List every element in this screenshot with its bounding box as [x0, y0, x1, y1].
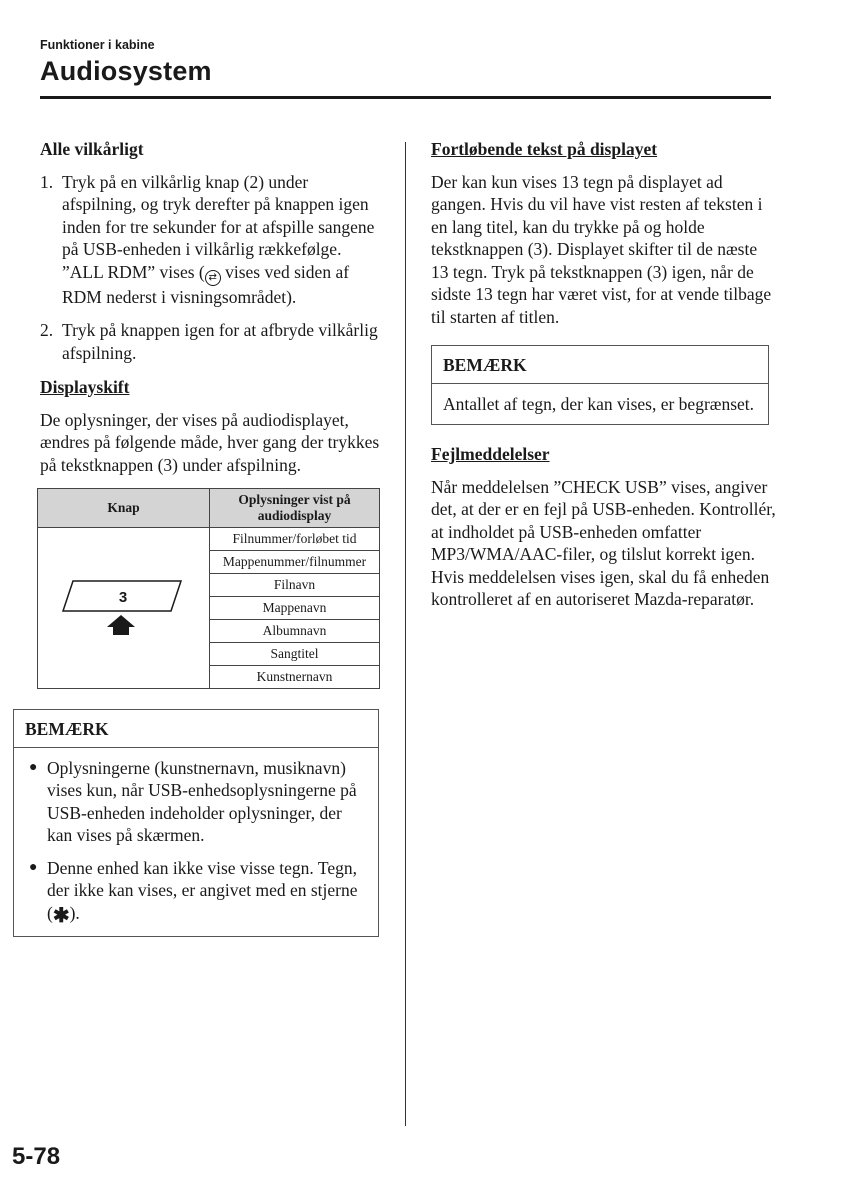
scroll-heading: Fortløbende tekst på displayet [431, 139, 658, 159]
display-heading: Displayskift [40, 377, 130, 397]
page-title: Audiosystem [40, 56, 212, 86]
table-cell: Kunstnernavn [210, 666, 380, 689]
list-item [25, 757, 367, 847]
bullet-icon: ● [29, 859, 38, 875]
table-cell: Filnummer/forløbet tid [210, 528, 380, 551]
step-number: 1. [40, 171, 54, 192]
note-title: BEMÆRK [432, 346, 768, 384]
error-heading: Fejlmeddelelser [431, 444, 550, 464]
section-label: Funktioner i kabine [40, 38, 155, 52]
table-row [38, 528, 380, 551]
column-header-info: Oplysninger vist på audiodisplay [210, 489, 380, 528]
button-number: 3 [118, 589, 127, 606]
display-paragraph: De oplysninger, der vises på audiodisplayet, ændres på følgende måde, hver gang der trykkes på tekstknappen (3) under afspilning. [40, 409, 380, 475]
scroll-paragraph: Der kan kun vises 13 tegn på displayet ad gangen. Hvis du vil have vist resten af teksten i en lang titel, kan du trykke på og holde tekstknappen (3). Displayet skifter til de næste 13 tegn. Tryk på tekstknappen (3) igen, når de sidste 13 tegn har været vist, for at vende tilbage til starten af titlen. [431, 171, 772, 327]
step-text: Tryk på knappen igen for at afbryde vilkårlig afspilning. [62, 320, 378, 363]
note-box-display [13, 709, 379, 937]
page-number: 5-78 [12, 1143, 61, 1170]
text-button-icon [59, 573, 189, 639]
bullet-text-cont: ). [69, 902, 80, 923]
bullet-text: Oplysningerne (kunstnernavn, musiknavn) vises kun, når USB-enhedsoplysningerne på USB-enheden indeholder oplysninger, der kan vises på skærmen. [47, 757, 357, 845]
list-item [40, 171, 380, 309]
note-title: BEMÆRK [14, 710, 378, 748]
list-item [25, 857, 367, 928]
display-info-table [37, 488, 380, 689]
left-column [25, 138, 380, 937]
list-item [40, 319, 380, 364]
table-cell: Filnavn [210, 574, 380, 597]
button-cell [38, 528, 210, 689]
step-text: Tryk på en vilkårlig knap (2) under afspilning, og tryk derefter på knappen igen inden for tre sekunder for at afspille sangene på USB-enheden i vilkårlig rækkefølge. ”ALL RDM” vises ( [62, 171, 375, 282]
table-cell: Mappenummer/filnummer [210, 551, 380, 574]
right-column [431, 138, 776, 623]
table-cell: Mappenavn [210, 597, 380, 620]
table-cell: Albumnavn [210, 620, 380, 643]
asterisk-icon: ✱ [52, 904, 70, 927]
random-steps [40, 171, 380, 365]
note-body [14, 748, 378, 937]
error-paragraph: Når meddelelsen ”CHECK USB” vises, angiver det, at der er en fejl på USB-enheden. Kontrollér, at indholdet på USB-enheden omfatter MP3/WMA/AAC-filer, og tilslut korrekt igen. Hvis meddelelsen vises igen, skal du få enheden kontrolleret af en autoriseret Mazda-reparatør. [431, 476, 776, 609]
table-cell: Sangtitel [210, 643, 380, 666]
column-header-button: Knap [38, 489, 210, 528]
shuffle-disc-icon: ⇄ [205, 270, 221, 286]
column-divider [405, 142, 406, 1126]
note-bullets [25, 757, 367, 928]
bullet-text: Denne enhed kan ikke vise visse tegn. Tegn, der ikke kan vises, er angivet med en stjerne ( [47, 857, 358, 923]
title-rule [40, 96, 771, 99]
step-text-cont: vises ved siden af RDM nederst i visningsområdet). [62, 261, 350, 307]
random-heading: Alle vilkårligt [40, 139, 144, 159]
note-body: Antallet af tegn, der kan vises, er begrænset. [443, 393, 755, 414]
bullet-icon: ● [29, 759, 38, 775]
note-box-scroll [431, 345, 769, 425]
step-number: 2. [40, 320, 54, 340]
